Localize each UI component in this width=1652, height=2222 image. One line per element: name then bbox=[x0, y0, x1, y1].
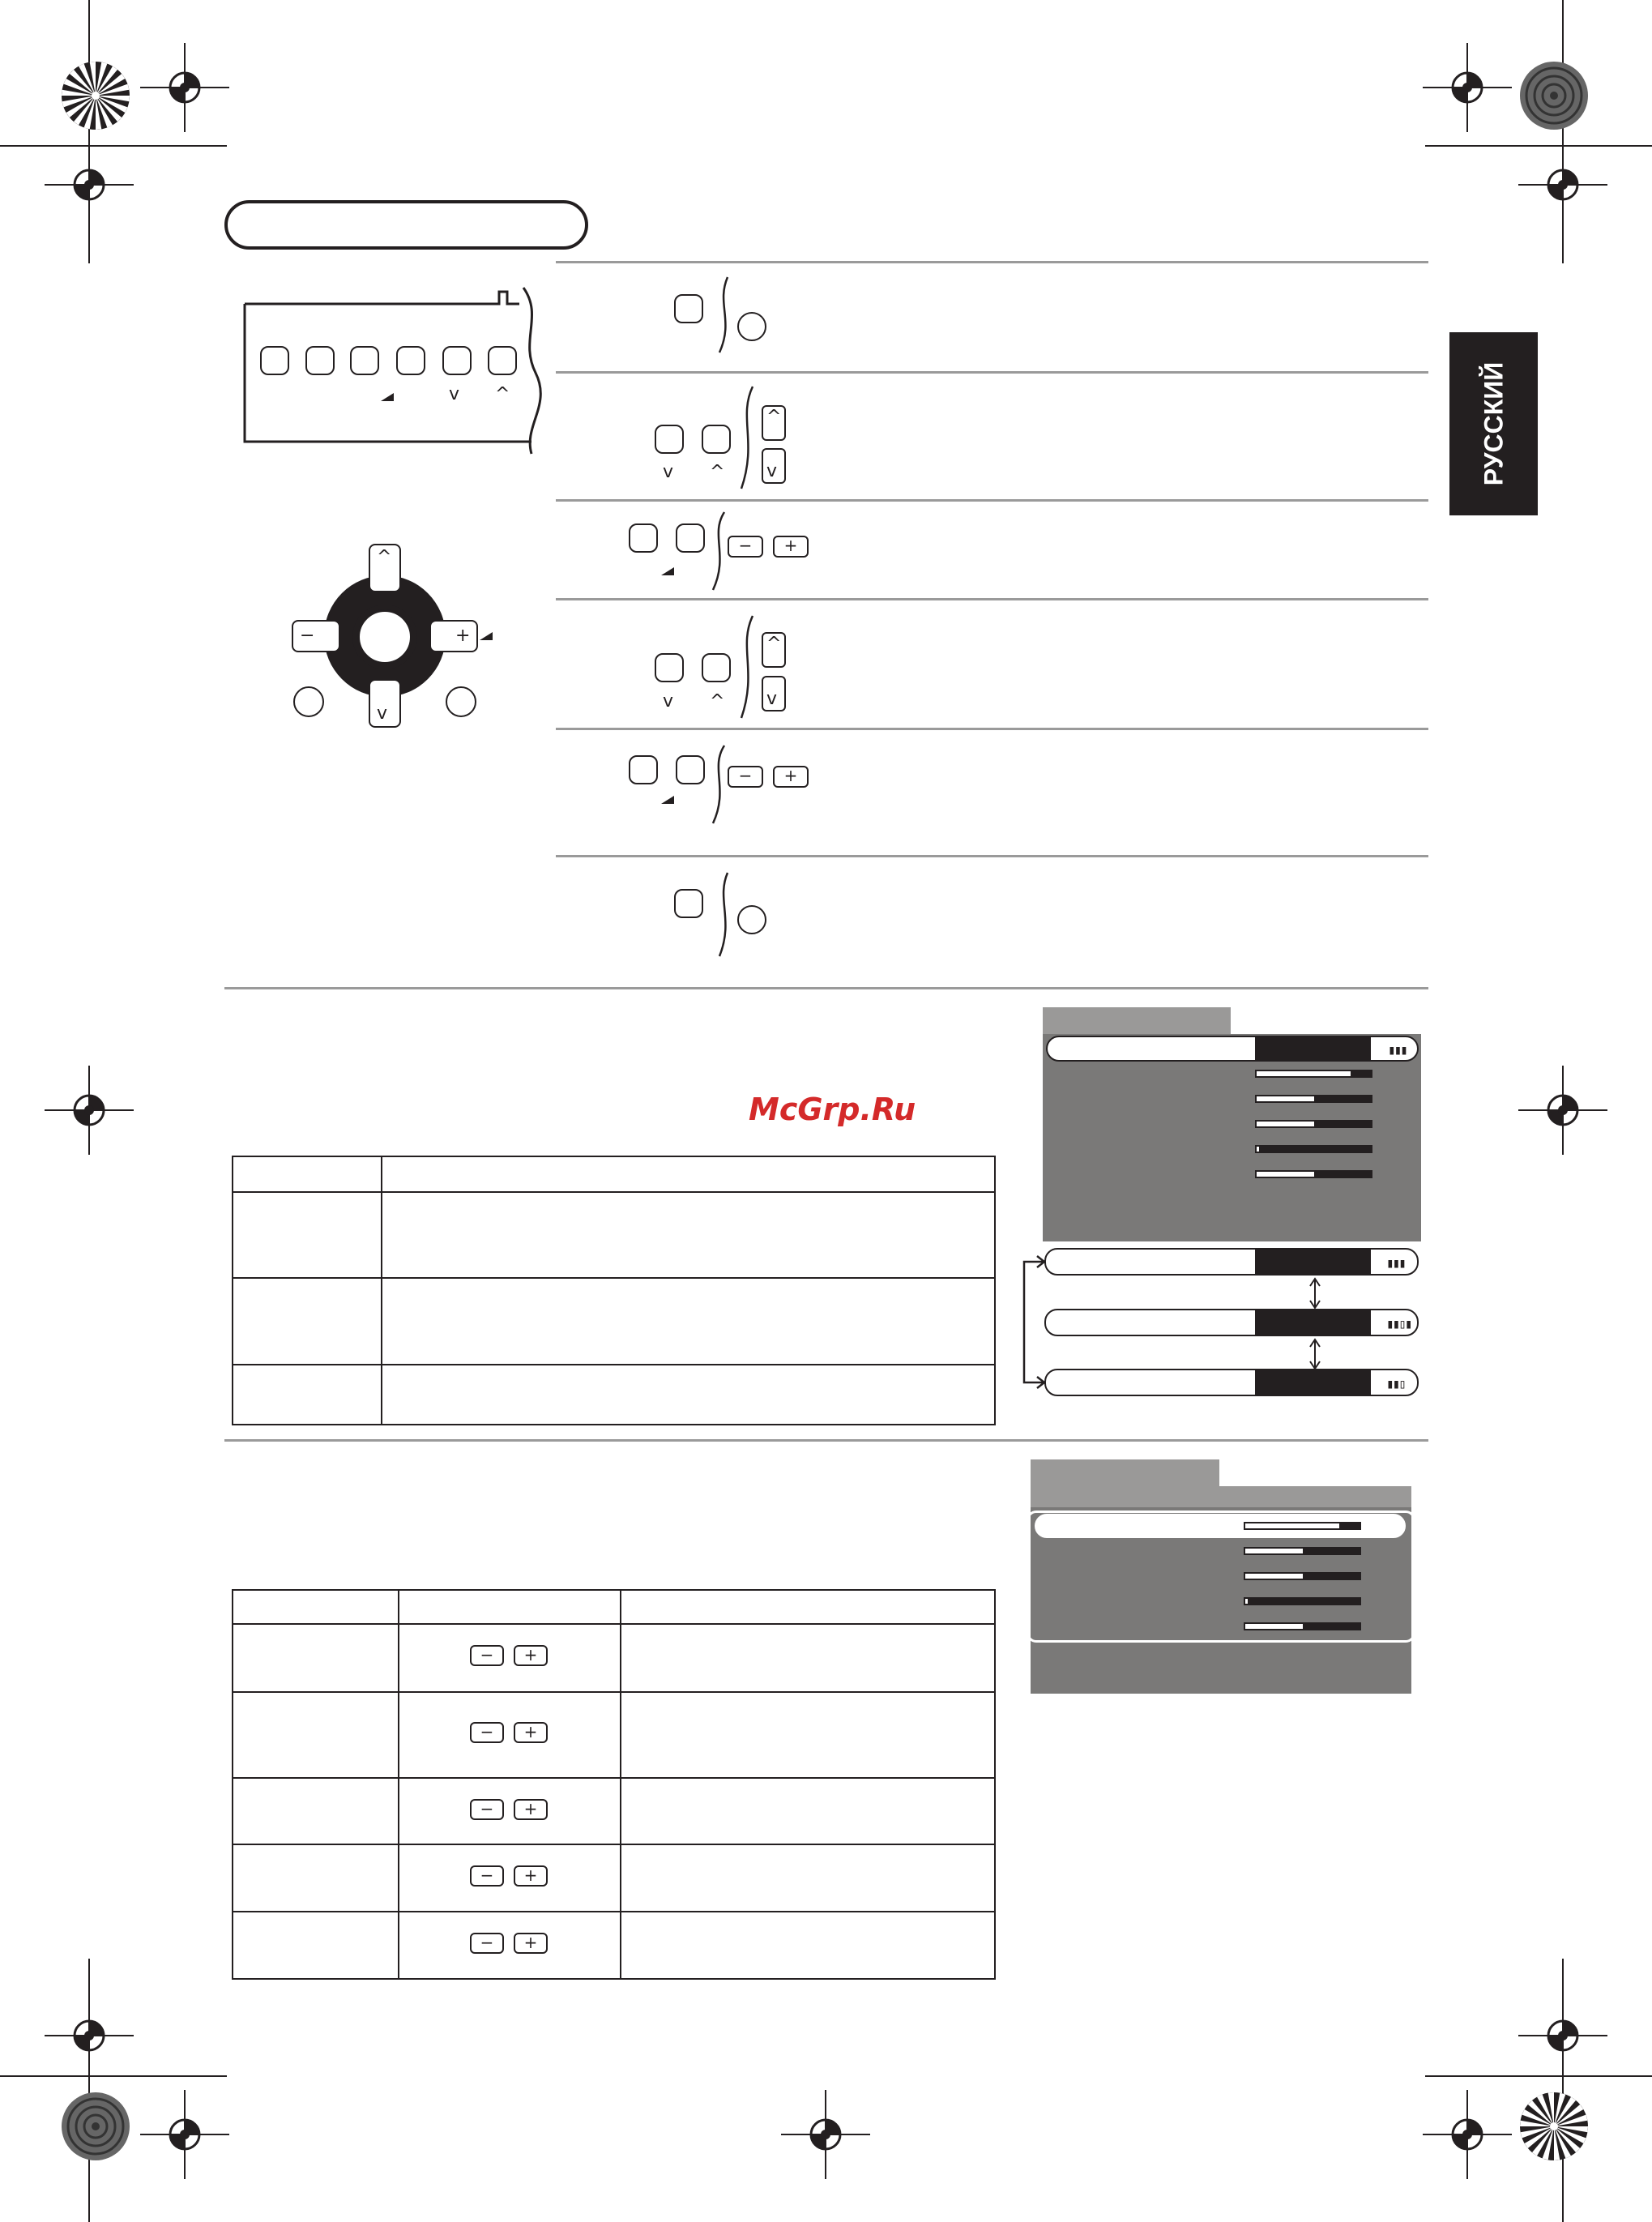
divider bbox=[556, 371, 1428, 374]
volume-triangle-icon bbox=[381, 393, 394, 401]
table-cell bbox=[399, 1590, 621, 1624]
plus-key[interactable]: + bbox=[773, 766, 809, 788]
minus-key[interactable]: − bbox=[470, 1865, 504, 1887]
table-cell bbox=[399, 1912, 621, 1979]
level-bar[interactable] bbox=[1255, 1070, 1372, 1078]
divider bbox=[556, 728, 1428, 730]
remote-down-key[interactable]: v bbox=[762, 676, 786, 711]
remote-menu-button[interactable] bbox=[293, 686, 324, 717]
watermark: McGrp.Ru bbox=[749, 1092, 916, 1127]
table-cell bbox=[233, 1624, 399, 1692]
table-cell bbox=[382, 1156, 995, 1192]
menu-title-tab bbox=[1031, 1459, 1219, 1489]
minus-key[interactable]: − bbox=[470, 1645, 504, 1666]
table-cell bbox=[399, 1624, 621, 1692]
channel-down-key[interactable] bbox=[655, 425, 684, 454]
table-cell bbox=[621, 1912, 995, 1979]
table-cell bbox=[621, 1590, 995, 1624]
table-cell bbox=[233, 1156, 382, 1192]
volume-triangle-icon bbox=[661, 796, 674, 804]
minus-key[interactable]: − bbox=[470, 1722, 504, 1743]
table-cell bbox=[233, 1365, 382, 1425]
volume-up-key[interactable] bbox=[676, 523, 705, 553]
lcd-position-icon: ▮▮▮ bbox=[1388, 1042, 1407, 1058]
menu-header-strip bbox=[1031, 1486, 1411, 1507]
table-cell bbox=[233, 1590, 399, 1624]
tv-channel-down-button[interactable] bbox=[442, 346, 472, 375]
dpad-left-button[interactable]: − bbox=[292, 620, 340, 652]
menu-key[interactable] bbox=[674, 294, 703, 323]
language-tab-label: РУССКИЙ bbox=[1479, 361, 1508, 486]
tv-volume-down-button[interactable] bbox=[350, 346, 379, 375]
channel-up-key[interactable] bbox=[702, 653, 731, 682]
minus-key[interactable]: − bbox=[470, 1933, 504, 1954]
remote-up-key[interactable]: ^ bbox=[762, 405, 786, 441]
table-cell bbox=[621, 1692, 995, 1778]
section-divider bbox=[224, 1439, 1428, 1442]
level-bar[interactable] bbox=[1244, 1572, 1361, 1580]
level-bar[interactable] bbox=[1255, 1170, 1372, 1178]
level-fill bbox=[1257, 1096, 1314, 1101]
tv-input-button[interactable] bbox=[305, 346, 335, 375]
remote-menu-key[interactable] bbox=[737, 905, 766, 934]
volume-up-key[interactable] bbox=[676, 755, 705, 784]
remote-down-key[interactable]: v bbox=[762, 448, 786, 484]
level-bar[interactable] bbox=[1255, 1120, 1372, 1128]
table-cell bbox=[399, 1692, 621, 1778]
channel-up-key[interactable] bbox=[702, 425, 731, 454]
plus-key[interactable]: + bbox=[773, 536, 809, 558]
lcd-position-icon: ▮▮▯▮ bbox=[1386, 1316, 1411, 1331]
level-fill bbox=[1245, 1523, 1339, 1528]
double-arrow-icon bbox=[1013, 1248, 1337, 1402]
level-bar[interactable] bbox=[1244, 1622, 1361, 1630]
chevron-down-icon: v bbox=[663, 691, 674, 711]
dpad-down-button[interactable]: v bbox=[369, 679, 401, 728]
dpad-right-button[interactable]: + bbox=[429, 620, 478, 652]
tv-volume-up-button[interactable] bbox=[396, 346, 425, 375]
plus-key[interactable]: + bbox=[514, 1865, 548, 1887]
remote-menu-key[interactable] bbox=[737, 312, 766, 341]
plus-key[interactable]: + bbox=[514, 1645, 548, 1666]
menu-body bbox=[1043, 1034, 1421, 1241]
color-wheel-icon bbox=[1520, 62, 1588, 130]
menu-key[interactable] bbox=[674, 889, 703, 918]
table-cell bbox=[233, 1912, 399, 1979]
table-cell bbox=[233, 1778, 399, 1844]
level-bar[interactable] bbox=[1244, 1547, 1361, 1555]
chevron-up-icon: ^ bbox=[495, 384, 510, 404]
level-fill bbox=[1245, 1574, 1303, 1579]
level-fill bbox=[1257, 1147, 1259, 1152]
level-bar[interactable] bbox=[1244, 1522, 1361, 1530]
level-fill bbox=[1257, 1071, 1351, 1076]
volume-down-key[interactable] bbox=[629, 523, 658, 553]
language-tab bbox=[1449, 332, 1538, 515]
level-fill bbox=[1245, 1624, 1303, 1629]
level-bar[interactable] bbox=[1255, 1095, 1372, 1103]
settings-table-1 bbox=[232, 1156, 996, 1425]
menu-selected-row[interactable] bbox=[1046, 1036, 1419, 1062]
menu-title-tab bbox=[1043, 1007, 1231, 1036]
dpad-ok-button[interactable] bbox=[357, 609, 412, 664]
level-fill bbox=[1245, 1549, 1303, 1553]
table-cell bbox=[233, 1692, 399, 1778]
level-fill bbox=[1257, 1172, 1314, 1177]
table-cell bbox=[233, 1192, 382, 1278]
plus-key[interactable]: + bbox=[514, 1722, 548, 1743]
table-cell bbox=[399, 1778, 621, 1844]
dpad-up-button[interactable]: ^ bbox=[369, 544, 401, 592]
table-cell bbox=[382, 1278, 995, 1365]
table-cell bbox=[621, 1624, 995, 1692]
table-cell bbox=[382, 1192, 995, 1278]
chevron-down-icon: v bbox=[663, 462, 674, 482]
level-fill bbox=[1245, 1599, 1248, 1604]
table-cell bbox=[382, 1365, 995, 1425]
level-fill bbox=[1257, 1122, 1314, 1126]
divider bbox=[556, 261, 1428, 263]
section-title-pill bbox=[224, 200, 588, 250]
level-bar[interactable] bbox=[1255, 1145, 1372, 1153]
table-cell bbox=[233, 1278, 382, 1365]
chevron-up-icon: ^ bbox=[710, 462, 725, 482]
minus-key[interactable]: − bbox=[728, 536, 763, 558]
table-cell bbox=[233, 1844, 399, 1912]
level-bar[interactable] bbox=[1244, 1597, 1361, 1605]
section-divider bbox=[224, 987, 1428, 989]
remote-back-button[interactable] bbox=[446, 686, 476, 717]
tv-menu-button[interactable] bbox=[260, 346, 289, 375]
divider bbox=[556, 598, 1428, 600]
tv-channel-up-button[interactable] bbox=[488, 346, 517, 375]
divider bbox=[556, 855, 1428, 857]
table-cell bbox=[399, 1844, 621, 1912]
minus-key[interactable]: − bbox=[470, 1799, 504, 1820]
volume-triangle-icon bbox=[480, 632, 493, 640]
channel-down-key[interactable] bbox=[655, 653, 684, 682]
lcd-position-icon: ▮▮▮ bbox=[1386, 1255, 1405, 1271]
lcd-position-icon: ▮▮▯ bbox=[1386, 1376, 1405, 1391]
volume-down-key[interactable] bbox=[629, 755, 658, 784]
chevron-up-icon: ^ bbox=[710, 691, 725, 711]
settings-table-2 bbox=[232, 1589, 996, 1980]
chevron-down-icon: v bbox=[449, 384, 460, 404]
divider bbox=[556, 499, 1428, 502]
table-cell bbox=[621, 1778, 995, 1844]
minus-key[interactable]: − bbox=[728, 766, 763, 788]
table-cell bbox=[621, 1844, 995, 1912]
volume-triangle-icon bbox=[661, 567, 674, 575]
plus-key[interactable]: + bbox=[514, 1799, 548, 1820]
remote-up-key[interactable]: ^ bbox=[762, 632, 786, 668]
plus-key[interactable]: + bbox=[514, 1933, 548, 1954]
